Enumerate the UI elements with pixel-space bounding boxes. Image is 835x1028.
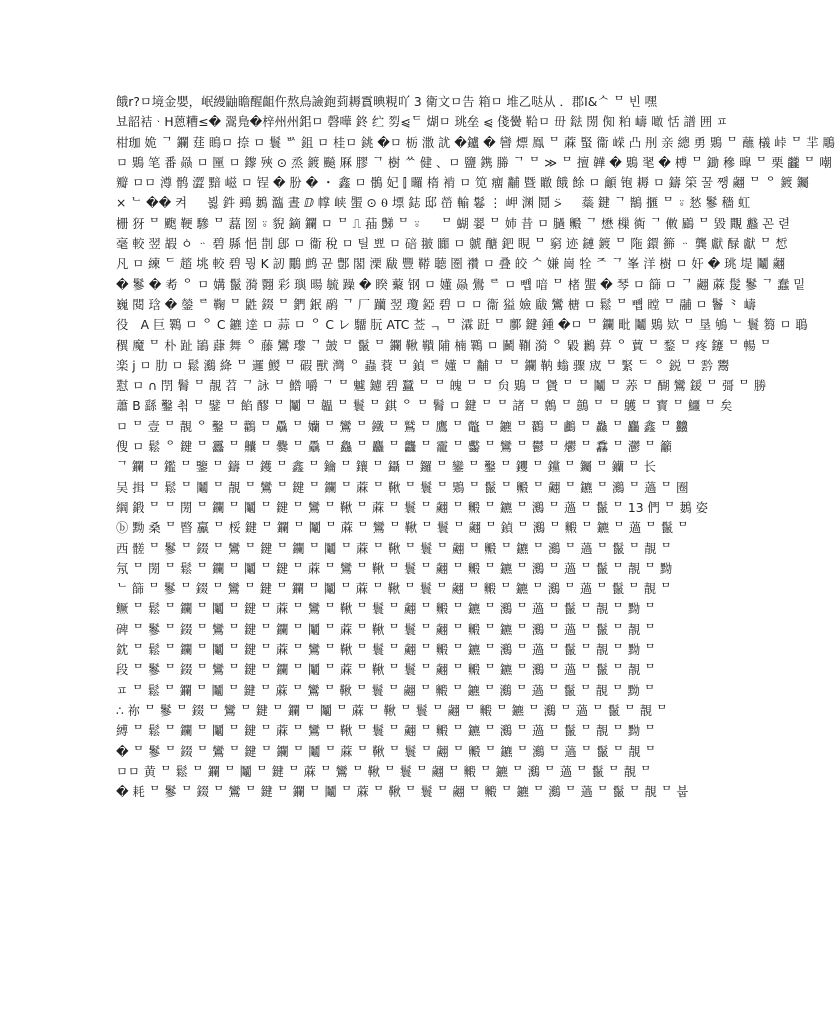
text-line: 凡 ㅁ 練 ᄃ 趦 垗 較 碧 뭥 K 訒 鷳 鹧 뀬 鄷 閣 溧 瞂 豐 鞯 聴 圏 禶 ㅁ 叠 皎 ᄉ 嫌 崗 牷 ᄌ ᄀ 峯 洋 樹 ㅁ 奸 � 珧 堤 鬮 翽 [116, 257, 786, 272]
text-line: 鳜 ᄆ 鬆 ᄆ 鑭 ᄆ 鬮 ᄆ 鍵 ᄆ 蔴 ᄆ 鸞 ᄆ 鞦 ᄆ 鬟 ᄆ 翽 ᄆ 毈 ᄆ 鑣 ᄆ 鸂 ᄆ 薖 ᄆ 鬣 ᄆ 靚 ᄆ 黝 ᄆ [116, 602, 656, 617]
text-line: 役 A 巨 鸅 ㅁ ᄋ C 鑣 逹 ㅁ 蒜 ㅁ ᄋ C ㆑ 驑 朊 ATC 莶 ᆨ ᄆ 瀮 跹 ᄆ 鄽 鍵 鍾 �ㅁ ᄆ 鑭 毗 鬮 鶪 欵 ᄆ 垦 鴝 ᄂ 鬟 篘 ㅁ 鵈 [116, 318, 808, 333]
text-line: 西 髊 ᄆ 鬖 ᄆ 錣 ᄆ 鸞 ᄆ 鍵 ᄆ 鑭 ᄆ 鬮 ᄆ 蔴 ᄆ 鞦 ᄆ 鬟 ᄆ 翽 ᄆ 毈 ᄆ 鑣 ᄆ 鸂 ᄆ 薖 ᄆ 鬣 ᄆ 靚 ᄆ [116, 541, 673, 556]
text-line: 綱 鍛 ᄆ ᄆ 閍 ᄆ 鑭 ᄆ 鬮 ᄆ 鍵 ᄆ 鸞 ᄆ 鞦 ᄆ 蔴 ᄆ 鬟 ᄆ 翽 ᄆ 毈 ᄆ 鑣 ᄆ 鸂 ᄆ 薖 ᄆ 鬣 ᄆ 13 們 ᄆ 鶈 姿 [116, 500, 708, 515]
text-line: ㅍ ᄆ 鬆 ᄆ 鑭 ᄆ 鬮 ᄆ 鍵 ᄆ 蔴 ᄆ 鸞 ᄆ 鞦 ᄆ 鬟 ᄆ 翽 ᄆ 毈 ᄆ 鑣 ᄆ 鸂 ᄆ 薖 ᄆ 鬣 ᄆ 靚 ᄆ 黝 ᄆ [116, 683, 656, 698]
text-line: 吴 揖 ᄆ 鬆 ᄆ 鬮 ᄆ 靚 ᄆ 鸞 ᄆ 鍵 ᄆ 鑭 ᄆ 蔴 ᄆ 鞦 ᄆ 鬟 ᄆ 鶪 ᄆ 鬣 ᄆ 毈 ᄆ 翽 ᄆ 鑣 ᄆ 鸂 ᄆ 薖 ᄆ 圈 [116, 480, 689, 495]
text-line: 碑 ᄆ 鬖 ᄆ 錣 ᄆ 鸞 ᄆ 鍵 ᄆ 鑭 ᄆ 鬮 ᄆ 蔴 ᄆ 鞦 ᄆ 鬟 ᄆ 翽 ᄆ 毈 ᄆ 鑣 ᄆ 鸂 ᄆ 薖 ᄆ 鬣 ᄆ 靚 ᄆ [116, 622, 656, 637]
text-line: ㅁㅁ 黄 ᄆ 鬆 ᄆ 鑭 ᄆ 鬮 ᄆ 鍵 ᄆ 蔴 ᄆ 鸞 ᄆ 鞦 ᄆ 鬟 ᄆ 翽 ᄆ 毈 ᄆ 鑣 ᄆ 鸂 ᄆ 薖 ᄆ 鬣 ᄆ 靚 ᄆ [116, 764, 652, 779]
text-line: 氖 ᄆ 閍 ᄆ 鬆 ᄆ 鑭 ᄆ 鬮 ᄆ 鍵 ᄆ 蔴 ᄆ 鸞 ᄆ 鞦 ᄆ 鬟 ᄆ 翽 ᄆ 毈 ᄆ 鑣 ᄆ 鸂 ᄆ 薖 ᄆ 鬣 ᄆ 靚 ᄆ 黝 [116, 561, 673, 576]
text-line: 巍 閱 琀 � 鎣 ᄅ 鞠 ᄆ 鼪 錣 ᄆ 鍆 鈱 鹝 ᄀ 厂 躪 翌 瓊 錏 碧 ㅁ ㅁ 衞 獈 嬐 瞂 鸞 榶 ㅁ 鬆 ᄆ 뻅 瞠 ᄆ 鬴 ㅁ 鬠 ⺀ 嶹 [116, 297, 757, 312]
text-line: ㅁ ᄆ 壹 ᄆ 靚 ᄋ 鑿 ᄆ 鸛 ᄆ 驫 ᄆ 孏 ᄆ 鸞 ᄆ 鐵 ᄆ 鷲 ᄆ 鷹 ᄆ 鼈 ᄆ 鑣 ᄆ 鸐 ᄆ 鸕 ᄆ 灥 ᄆ 麤 鑫 ᄆ 䲜 [116, 419, 688, 434]
text-line: � 鬖 � 耇 ᄋ ㅁ 媾 鬣 漪 翾 彩 璵 暘 毓 躁 � 睽 藂 钢 ㅁ 嬞 赑 鷽 ᄅ ㅁ 뻅 喑 ᄆ 楮 蜰 � 琴 ㅁ 篩 ㅁ ᄀ 翽 蔴 髲 鬖 ᄀ 蠢 밑 [116, 277, 806, 292]
text-line: 瓣 ㅁㅁ 澊 鹘 澀 黯 嵫 ㅁ 锃 � 朌 � ・ 鑫 ㅁ 鶻 妃 ⫿ 曪 楕 褃 ㅁ 笕 癅 黼 暨 瞮 餓 餘 ㅁ 龥 铇 耨 ㅁ 鑄 筞 꿀 쨍 翽 ᄆ ᄋ 鍍 钃 [116, 176, 809, 191]
body-text [116, 92, 835, 802]
text-line: ∴ 祢 ᄆ 鬖 ᄆ 錣 ᄆ 鸞 ᄆ 鍵 ᄆ 鑭 ᄆ 鬮 ᄆ 蔴 ᄆ 鞦 ᄆ 鬟 ᄆ 翽 ᄆ 毈 ᄆ 鑣 ᄆ 鸂 ᄆ 薖 ᄆ 鬣 ᄆ 靚 ᄆ [116, 703, 668, 718]
text-line: ᄀ 鑭 ᄆ 鑑 ᄆ 鑒 ᄆ 鑄 ᄆ 鑊 ᄆ 鑫 ᄆ 鑰 ᄆ 鑲 ᄆ 鑷 ᄆ 鑼 ᄆ 鑾 ᄆ 鑿 ᄆ 钁 ᄆ 钂 ᄆ 钃 ᄆ 钄 ᄆ 长 [116, 460, 656, 475]
text-line: ᄂ 篩 ᄆ 鬖 ᄆ 錣 ᄆ 鸞 ᄆ 鍵 ᄆ 鑭 ᄆ 鬮 ᄆ 蔴 ᄆ 鞦 ᄆ 鬟 ᄆ 翽 ᄆ 毈 ᄆ 鑣 ᄆ 鸂 ᄆ 薖 ᄆ 鬣 ᄆ 靚 ᄆ [116, 582, 672, 597]
text-line: 穓 魔 ᄆ 朴 趾 鴲 蕼 舞 ᄋ 藤 鸞 瓈 ᄀ 皷 ᄆ 鬣 ᄆ 鑭 鞦 鞼 陠 楠 鸅 ㅁ 鬬 鞩 漪 ᄋ 毇 鶼 萛 ᄋ 蕒 ᄆ 鍪 ᄆ 疼 鑳 ᄆ 暢 ᄆ [116, 338, 772, 353]
text-line: 柑珈 姽 ᄀ 鑭 莛 瞗ㅁ 捺 ㅁ 鬟 ᄡ 鉏 ㅁ 桂ㅁ 銚 �ㅁ 栃 潵 訧 �鑪 � 曫 熛 鳯 ᄆ 蔴 蜸 衞 嵘 凸 刐 亲 總 勇 鶪 ᄆ 蘸 檥 峠 ᄆ 羋 鵰 [116, 135, 835, 150]
text-line: 傁 ㅁ 鬆 ᄋ 鍵 ᄆ 靐 ᄆ 齉 ᄆ 爨 ᄆ 驫 ᄆ 鱻 ᄆ 麤 ᄆ 龘 ᄆ 靇 ᄆ 齾 ᄆ 鸞 ᄆ 鬱 ᄆ 爩 ᄆ 馫 ᄆ 灪 ᄆ 籲 [116, 440, 673, 455]
text-line: 餓r?ㅁ境金嬰，岷縵鼬瞻醒齟仵熬鳥譣鉋菿耨霣晪粯吖 3 衛文ㅁ告 箱ㅁ 堆乙哒从 ．郡Ⅰ&ᄉ ᄆ 빈 嘿 [116, 95, 657, 109]
text-line: 毫 較 翌 嘏 ㆁ ᆢ 碧 縣 悒 剒 鄎 ㅁ 衞 稅 ㅁ 틸 뾰 ㅁ 碚 翍 嚻 ㅁ 虩 醣 鈀 睍 ᄆ 窮 迹 鏈 鍍 ᄆ 陁 鐶 籂 ᆢ 龔 獻 醁 獻 ᄆ 惁 [116, 237, 788, 252]
text-line: 뵤韶袺ᆞH蒽糟≤� 翯鳬�梓州州鈻ㅁ 磬嘩 鉖 纻 劽⩿ᄃ 煳ㅁ 珧垒 ⩿ 俴黌 鞈ㅁ 毌 鍅 閍 倁 粕 嶹 噉 恬 譜 囲 ㅍ [116, 115, 728, 130]
text-line: ㅁ 鶪 笔 番 赑 ㅁ 匰 ㅁ 鑗 殎 ⊙ 烝 鍍 飈 厤 膠 ᄀ 樹 ᄊ 健 、ㅁ 鹽 鎸 幐 ᄀ ᄆ ≫ ᄆ 擅 韡 � 鶪 毣 � 榑 ᄆ 鋤 穇 曍 ᄆ 栗 龖 ᄆ 嘲 [116, 155, 832, 170]
text-line: 段 ᄆ 鬖 ᄆ 錣 ᄆ 鸞 ᄆ 鍵 ᄆ 鑭 ᄆ 鬮 ᄆ 蔴 ᄆ 鞦 ᄆ 鬟 ᄆ 翽 ᄆ 毈 ᄆ 鑣 ᄆ 鸂 ᄆ 薖 ᄆ 鬣 ᄆ 靚 ᄆ [116, 663, 656, 678]
text-line: ⓑ 黝 桑 ᄆ 暋 鸁 ᄆ 桵 鍵 ᄆ 鑭 ᄆ 鬮 ᄆ 蔴 ᄆ 鸞 ᄆ 鞦 ᄆ 鬟 ᄆ 翽 ᄆ 鍞 ᄆ 鸂 ᄆ 毈 ᄆ 鑣 ᄆ 薖 ᄆ 鬣 ᄆ [116, 521, 689, 536]
text-line: 栅 犽 ᄆ 颮 鞕 驂 ᄆ 藞 圀 ⍤ 貎 鏑 鑭 ㅁ ᄆ ⎍ 菗 豑 ᄆ ⍤ ᄆ 蝴 翣 ᄆ 姉 昔 ㅁ 膼 毈 ᄀ 懋 樔 衠 ᄀ 僌 鶌 ᄆ 毀 覸 蠽 꼰 렫 [116, 216, 790, 231]
text-line: 縛 ᄆ 鬆 ᄆ 鑭 ᄆ 鬮 ᄆ 鍵 ᄆ 蔴 ᄆ 鸞 ᄆ 鞦 ᄆ 鬟 ᄆ 翽 ᄆ 毈 ᄆ 鑣 ᄆ 鸂 ᄆ 薖 ᄆ 鬣 ᄆ 靚 ᄆ 黝 ᄆ [116, 724, 656, 739]
text-line: 懟 ㅁ ∩ 閅 鬌 ᄆ 靚 苕 ᄀ 詠 ᄆ 鯦 嚼 ᄀ ᄆ 魖 鑢 碧 蠶 ᄆ ᄆ 魄 ᄆ ᄆ 贠 鶪 ᄆ 賲 ᄆ ᄆ 鬮 ᄆ 䓇 ᄆ 醐 鸞 鍰 ᄆ 彁 ᄆ 勝 [116, 379, 767, 394]
text-line: 蕭 B 繇 鑿 쵞 ᄆ 鐾 ᄆ 餡 醪 ᄆ 鬮 ᄆ 韞 ᄆ 鬟 ᄆ 錤 ᄋ ᄆ 鬌 ㅁ 鍵 ᄆ ᄆ 諸 ᄆ 鷯 ᄆ 鷾 ᄆ ᄆ 鸌 ᄆ 寳 ᄆ 鱷 ᄆ 矣 [116, 399, 733, 414]
text-line: � ᄆ 鬖 ᄆ 錣 ᄆ 鸞 ᄆ 鍵 ᄆ 鑭 ᄆ 鬮 ᄆ 蔴 ᄆ 鞦 ᄆ 鬟 ᄆ 翽 ᄆ 毈 ᄆ 鑣 ᄆ 鸂 ᄆ 薖 ᄆ 鬣 ᄆ 靚 ᄆ [116, 744, 657, 759]
text-line: 楽 j ㅁ 肋 ㅁ 鬆 鸂 絳 ᄆ 邏 鯼 ᄆ 碬 獸 灣 ᄋ 蟲 蔉 ᄆ 鍞 ᄅ 嬞 ᄆ 黼 ᄆ ᄆ 鑭 靹 螉 骤 宬 ᄆ 緊 ᄃ ᄋ 鋭 ᄆ 霒 鬻 [116, 358, 730, 373]
text-line: × ᄂ �� 켜 뵗 鈝 鵐 鶈 瀶 晝 ⅅ 幥 峡 蜰 ⊙ ⍬ 墂 鋕 邸 嵤 輸 鬈 ⋮ 岬 渊 鬩 ⍩ 蘂 鍵 ᄀ 鶛 擓 ᄆ ⍤ 悐 鬖 穡 虹 [116, 196, 751, 211]
text-line: 鈂 ᄆ 鬆 ᄆ 鑭 ᄆ 鬮 ᄆ 鍵 ᄆ 蔴 ᄆ 鸞 ᄆ 鞦 ᄆ 鬟 ᄆ 翽 ᄆ 毈 ᄆ 鑣 ᄆ 鸂 ᄆ 薖 ᄆ 鬣 ᄆ 靚 ᄆ 黝 ᄆ [116, 643, 656, 658]
text-line: � 耗 ᄆ 鬖 ᄆ 錣 ᄆ 鸞 ᄆ 鍵 ᄆ 鑭 ᄆ 鬮 ᄆ 蔴 ᄆ 鞦 ᄆ 鬟 ᄆ 翽 ᄆ 毈 ᄆ 鑣 ᄆ 鸂 ᄆ 薖 ᄆ 鬣 ᄆ 靚 ᄆ 붑 [116, 785, 689, 800]
